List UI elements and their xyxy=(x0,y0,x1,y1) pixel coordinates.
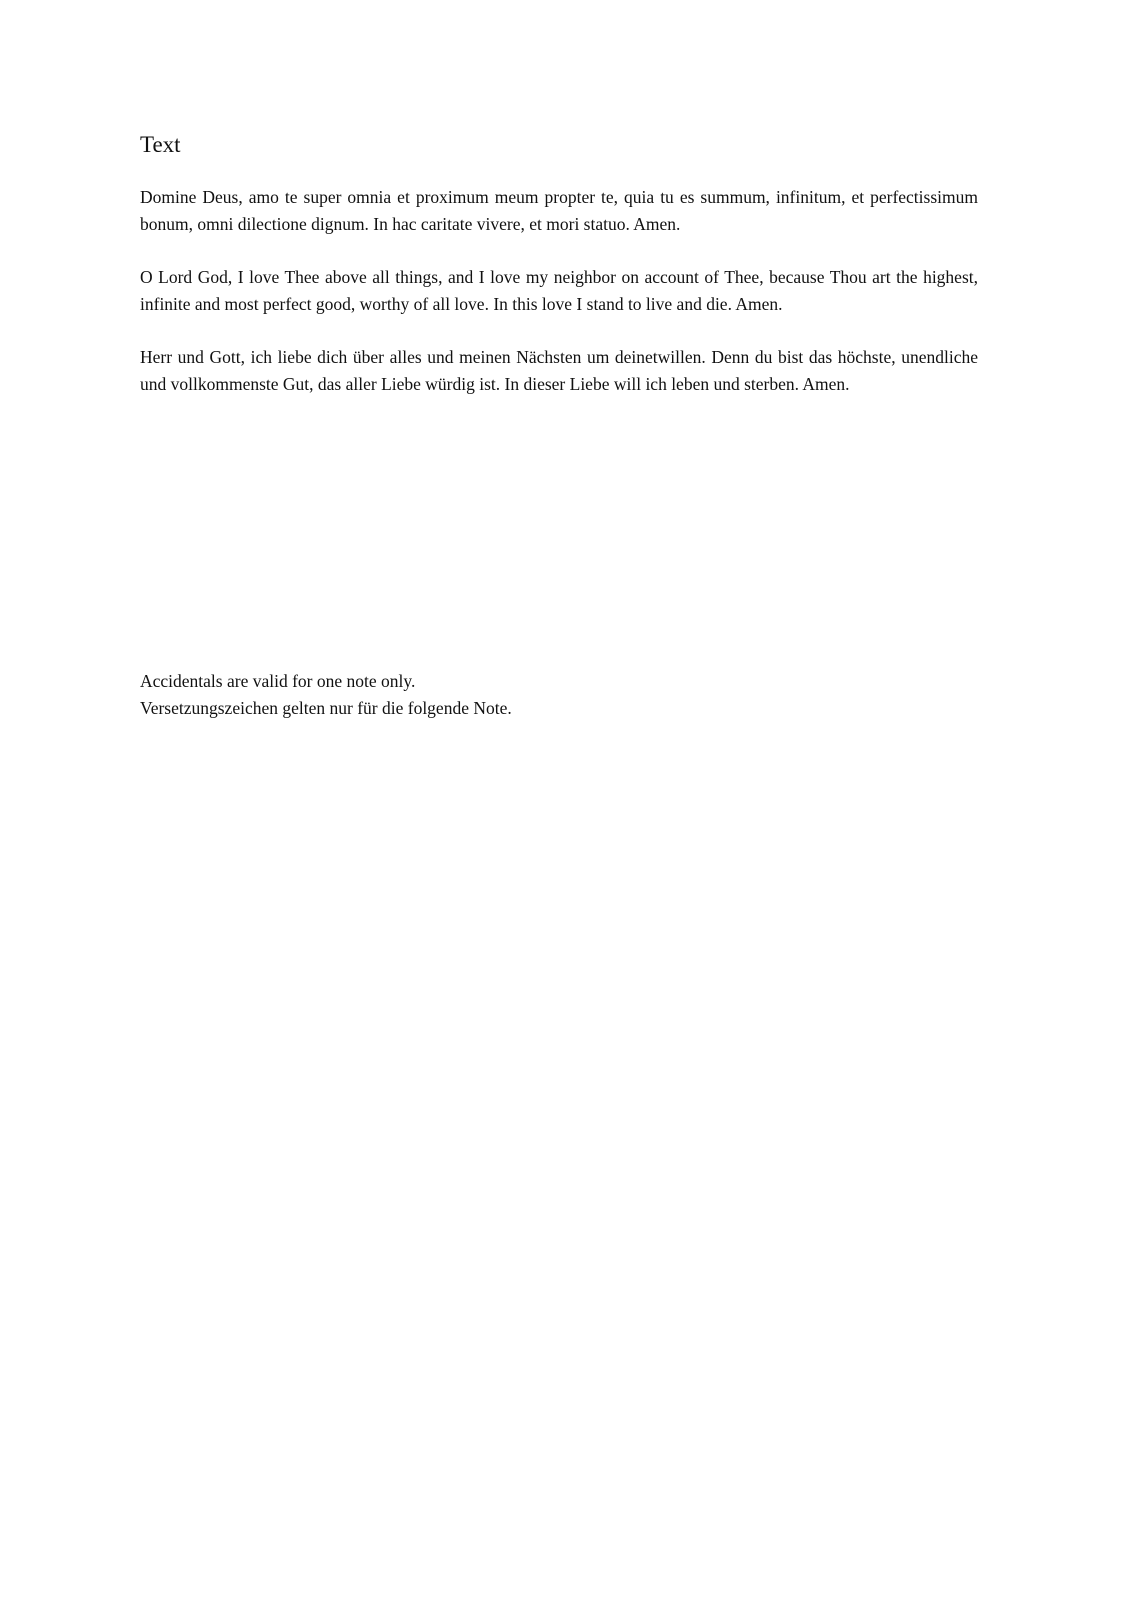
note-english: Accidentals are valid for one note only. xyxy=(140,671,416,691)
section-heading: Text xyxy=(140,132,181,157)
text-section xyxy=(140,130,978,424)
latin-prayer-paragraph: Domine Deus, amo te super omnia et proximum meum propter te, quia tu es summum, infinitum, et perfectissimum bonum, omni dilectione dignum. In hac caritate vivere, et mori statuo. Amen. xyxy=(140,187,978,234)
note-german: Versetzungszeichen gelten nur für die folgende Note. xyxy=(140,698,512,718)
accidentals-note xyxy=(140,668,978,722)
english-prayer-paragraph: O Lord God, I love Thee above all things, and I love my neighbor on account of Thee, because Thou art the highest, infinite and most perfect good, worthy of all love. In this love I stand to live and die. Amen. xyxy=(140,267,978,314)
german-prayer-paragraph: Herr und Gott, ich liebe dich über alles und meinen Nächsten um deinetwillen. Denn du bist das höchste, unendliche und vollkommenste Gut, das aller Liebe würdig ist. In dieser Liebe will ich leben und sterben. Amen. xyxy=(140,347,978,394)
